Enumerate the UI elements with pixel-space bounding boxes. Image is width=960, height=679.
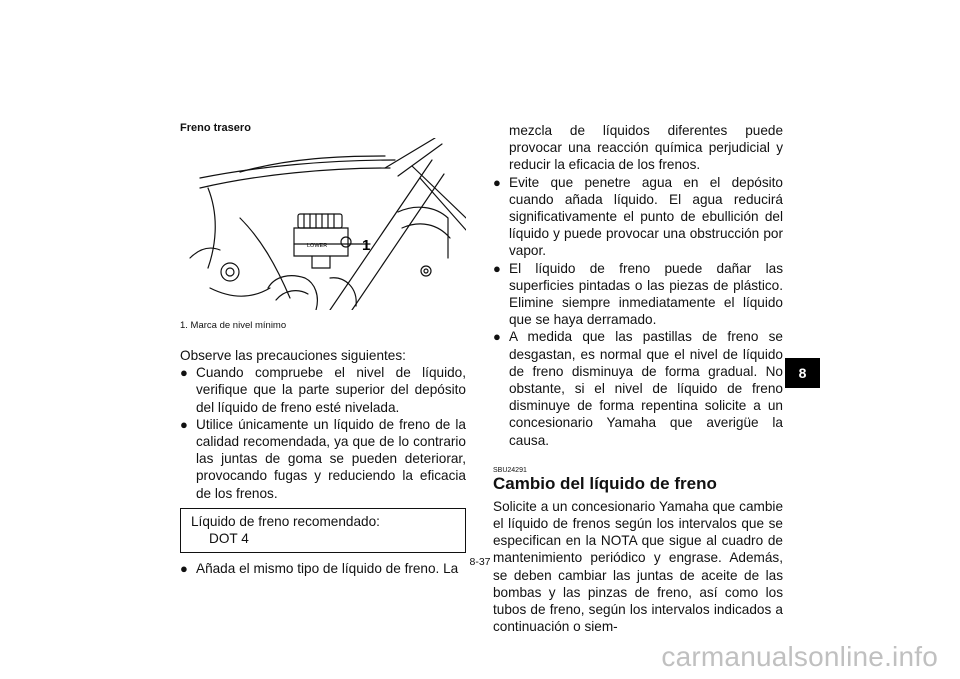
list-item: [493, 174, 783, 260]
bullet-text: Utilice únicamente un líquido de freno de la calidad recomendada, ya que de lo contrario las juntas de goma se pueden deteriorar, provocando fugas y reduciendo la eficacia de los frenos.: [196, 416, 466, 501]
reservoir-drawing: [180, 138, 466, 310]
list-item: [493, 328, 783, 448]
section-body: Solicite a un concesionario Yamaha que cambie el líquido de frenos según los intervalos que se especifican en la NOTA que sigue al cuadro de mantenimiento periódico y engrase. Además, se deben cambiar las juntas de aceite de las bombas y las pinzas de freno, así como los tubos de freno, según los intervalos indicados a continuación o siem-: [493, 498, 783, 635]
bullet-icon: ●: [493, 329, 501, 345]
bullet-text: Cuando compruebe el nivel de líquido, verifique que la parte superior del depósito del líquido de freno esté nivelada.: [196, 365, 466, 415]
bullet-icon: ●: [493, 174, 501, 190]
figure-caption: 1. Marca de nivel mínimo: [180, 320, 287, 331]
bullet-text: A medida que las pastillas de freno se desgastan, es normal que el nivel de líquido de freno disminuya de forma gradual. No obstante, si el nivel de líquido de freno disminuye de forma repentina solicite a un concesionario Yamaha que averigüe la causa.: [509, 329, 783, 448]
watermark: carmanualsonline.info: [661, 641, 938, 672]
brake-reservoir-illustration: [180, 138, 466, 310]
bullet-text: Evite que penetre agua en el depósito cuando añada líquido. El agua reducirá significativamente el punto de ebullición del líquido y puede provocar una obstrucción por vapor.: [509, 174, 783, 259]
bullet-icon: ●: [493, 260, 501, 276]
list-item: [180, 364, 466, 416]
bullet-text: El líquido de freno puede dañar las superficies pintadas o las piezas de plástico. Elimine siempre inmediatamente el líquido que se haya derramado.: [509, 260, 783, 328]
spec-box: [180, 508, 466, 553]
chapter-tab: 8: [785, 358, 820, 388]
bullet-text: Añada el mismo tipo de líquido de freno. La: [196, 561, 459, 577]
callout-number: 1: [362, 237, 371, 254]
list-item: [493, 260, 783, 329]
spec-value: DOT 4: [209, 531, 249, 547]
intro-text: Observe las precauciones siguientes:: [180, 348, 406, 363]
bullet-icon: ●: [180, 561, 188, 577]
list-item: [180, 416, 466, 502]
section-title: Cambio del líquido de freno: [493, 473, 717, 493]
page-number: 8-37: [469, 556, 491, 568]
bullet-icon: ●: [180, 416, 188, 432]
spec-label: Líquido de freno recomendado:: [191, 513, 380, 529]
section-code: SBU24291: [493, 466, 527, 474]
lower-mark-label: LOWER: [307, 243, 328, 249]
continuation-text: mezcla de líquidos diferentes puede provocar una reacción química perjudicial y reducir la eficacia de los frenos.: [509, 123, 783, 173]
left-column: [180, 122, 466, 577]
bullet-icon: ●: [180, 365, 188, 381]
figure-title: Freno trasero: [180, 122, 251, 134]
